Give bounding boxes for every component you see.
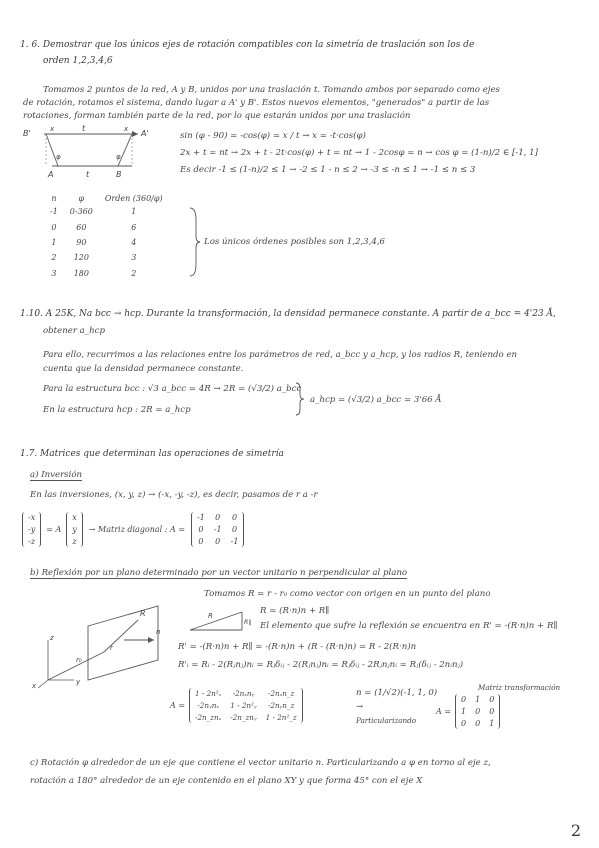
- equals-a: A =: [170, 701, 186, 710]
- vector-left: [22, 512, 41, 547]
- equation: Es decir -1 ≤ (1-n)/2 ≤ 1 → -2 ≤ 1 - n ≤ 2 → -3 ≤ -n ≤ 1 → -1 ≤ n ≤ 3: [180, 165, 476, 175]
- matrix-entry: 0: [231, 525, 238, 534]
- table-cell: 90: [76, 237, 87, 247]
- matrix-entry: -2nₓnᵧ: [232, 689, 255, 698]
- label-x: x: [124, 125, 129, 133]
- matrix-entry: 0: [215, 537, 221, 546]
- particularizing-label: Particularizando: [356, 716, 417, 725]
- matrix-entry: 0: [461, 695, 467, 704]
- problem-1-7-title: 1.7. Matrices que determinan las operaciones de simetría: [20, 449, 284, 459]
- subsection-title: [30, 568, 407, 578]
- vector-entry: x: [72, 513, 77, 522]
- matrix-entry: 1 - 2n²ₓ: [195, 689, 222, 698]
- label-r-small: r: [110, 644, 113, 652]
- label-r-parallel: R∥: [244, 619, 252, 626]
- paragraph: Para ello, recurrimos a las relaciones entre los parámetros de red, a_bcc y a_hcp, y los radios R, teniendo en: [43, 350, 518, 360]
- matrix-entry: -1: [230, 537, 239, 546]
- reflection-matrix: [189, 688, 303, 723]
- label-n: n: [156, 628, 161, 636]
- label-b: B: [116, 170, 122, 179]
- rotation-lattice-figure: [20, 122, 170, 184]
- label-r: R: [208, 612, 213, 620]
- conclusion: Los únicos órdenes posibles son 1,2,3,4,6: [204, 237, 386, 247]
- equation: R' = -(R·n)n + R∥ = -(R·n)n + (R - (R·n)n) = R - 2(R·n)n: [178, 642, 417, 652]
- matrix-entry: 1: [489, 719, 495, 728]
- paragraph: El elemento que sufre la reflexión se encuentra en R' = -(R·n)n + R∥: [260, 621, 558, 631]
- equation: sin (φ - 90) = -cos(φ) = x / t → x = -t·cos(φ): [180, 131, 366, 141]
- matrix-entry: 0: [461, 719, 467, 728]
- page-number: 2: [570, 821, 581, 840]
- reflection-heading: b) Reflexión por un plano determinado por un vector unitario n perpendicular al plano: [30, 568, 408, 578]
- table-cell: 4: [131, 237, 137, 247]
- inversion-heading: a) Inversión: [30, 470, 83, 480]
- table-cell: -1: [50, 207, 58, 217]
- problem-1-6-title-cont: orden 1,2,3,4,6: [43, 56, 113, 66]
- table-header-row: [44, 193, 169, 204]
- matrix-entry: 0: [231, 513, 238, 522]
- arrow-head: [148, 637, 154, 643]
- paragraph: obtener a_hcp: [43, 326, 105, 336]
- matrix-entry: 0: [489, 707, 495, 716]
- vector-entry: y: [72, 525, 77, 534]
- reflection-matrix-equation: [170, 688, 303, 723]
- paragraph: En las inversiones, (x, y, z) → (-x, -y, -z), es decir, pasamos de r a -r: [30, 490, 318, 500]
- paragraph: Tomamos 2 puntos de la red, A y B, unidos por una traslación t. Tomando ambos por separado como ejes: [43, 85, 500, 95]
- table-cell: 0: [51, 222, 57, 232]
- matrix-entry: -2nᵧn_z: [267, 701, 295, 710]
- rotation-order-table: [44, 193, 169, 281]
- vector-entry: -z: [28, 537, 36, 546]
- table-row: [44, 219, 169, 234]
- subsection-title: [30, 470, 82, 480]
- label-r0: r₀: [76, 656, 82, 664]
- reflection-plane-figure: [28, 600, 178, 690]
- table-cell: 2: [131, 268, 137, 278]
- label-a-prime: A': [141, 129, 149, 138]
- matrix-entry: 1 - 2n²_z: [265, 713, 297, 722]
- table-cell: 1: [131, 207, 137, 217]
- label-a: A: [48, 170, 54, 179]
- vector-entry: z: [72, 537, 77, 546]
- table-row: [44, 266, 169, 281]
- particular-matrix: [455, 694, 500, 729]
- label-x: x: [50, 125, 55, 133]
- axis-x: [38, 680, 48, 688]
- table-cell: 1: [51, 237, 57, 247]
- label-t: t: [82, 124, 86, 133]
- table-cell: 3: [131, 253, 137, 263]
- vector-r: [190, 612, 242, 630]
- curly-brace: [188, 206, 202, 278]
- table-row: [44, 204, 169, 219]
- normal-vector-value: n = (1/√2)(-1, 1, 0): [356, 688, 438, 698]
- table-cell: 6: [131, 222, 137, 232]
- paragraph: c) Rotación φ alrededor de un eje que contiene el vector unitario n. Particularizando a φ en torno al eje z,: [30, 758, 491, 768]
- rotation-arm-right: [118, 134, 132, 166]
- equation: R'ᵢ = Rᵢ - 2(Rⱼnⱼ)nᵢ = Rⱼδᵢⱼ - 2(Rⱼnⱼ)nᵢ = Rⱼδᵢⱼ - 2Rⱼnⱼnᵢ = Rⱼ(δᵢⱼ - 2nᵢnⱼ): [178, 660, 464, 670]
- table-cell: 120: [73, 253, 89, 263]
- matrix-entry: 0: [475, 719, 481, 728]
- plane: [88, 606, 161, 680]
- matrix-entry: 0: [198, 525, 204, 534]
- diagonal-matrix: [191, 512, 244, 547]
- vector-decomposition-sketch: [186, 606, 256, 634]
- matrix-label: Matriz transformación: [478, 683, 561, 692]
- matrix-entry: 0: [215, 513, 221, 522]
- table-row: [44, 235, 169, 250]
- matrix-entry: 0: [489, 695, 495, 704]
- equation: Para la estructura bcc : √3 a_bcc = 4R → 2R = (√3/2) a_bcc: [43, 384, 302, 394]
- diagonal-label: → Matriz diagonal : A =: [88, 525, 186, 534]
- matrix-entry: 1 - 2n²ᵧ: [230, 701, 257, 710]
- matrix-entry: -2n_znₓ: [195, 713, 222, 722]
- vector-right: [66, 512, 83, 547]
- inversion-equation: [22, 512, 244, 547]
- label-r: R: [140, 609, 146, 618]
- matrix-entry: -1: [197, 513, 205, 522]
- table-row: [44, 250, 169, 265]
- vector-entry: -x: [28, 513, 36, 522]
- table-cell: 180: [73, 268, 89, 278]
- paragraph: rotaciones, forman también parte de la red, por lo que estarán unidos por una traslación: [23, 111, 411, 121]
- curly-brace: [294, 381, 306, 417]
- matrix-entry: 1: [461, 707, 467, 716]
- table-cell: 2: [51, 253, 57, 263]
- label-b-prime: B': [23, 129, 31, 138]
- label-t: t: [86, 170, 90, 179]
- matrix-entry: 0: [475, 707, 481, 716]
- paragraph: cuenta que la densidad permanece constante.: [43, 364, 244, 374]
- matrix-entry: -2n_znᵧ: [230, 713, 257, 722]
- label-z: z: [50, 634, 54, 642]
- matrix-entry: -2nₓn_z: [268, 689, 295, 698]
- matrix-entry: 1: [475, 695, 481, 704]
- table-cell: 0-360: [69, 207, 93, 217]
- column-header: Orden (360/φ): [104, 194, 163, 203]
- matrix-entry: -2nᵧnₓ: [197, 701, 219, 710]
- column-header: φ: [78, 194, 85, 203]
- matrix-entry: -1: [213, 525, 222, 534]
- equation: R = (R·n)n + R∥: [260, 606, 330, 616]
- rotation-arm-left: [46, 134, 58, 166]
- equation: 2x + t = nt → 2x + t - 2t·cos(φ) + t = nt → 1 - 2cosφ = n → cos φ = (1-n)/2 ∈ [-1, 1]: [180, 148, 538, 158]
- label-phi: φ: [56, 153, 61, 161]
- table-cell: 60: [76, 222, 87, 232]
- paragraph: Tomamos R = r - r₀ como vector con origen en un punto del plano: [204, 589, 491, 599]
- paragraph: rotación a 180° alrededor de un eje contenido en el plano XY y que forma 45° con el eje X: [30, 776, 423, 786]
- result: a_hcp = (√3/2) a_bcc = 3'66 Å: [310, 395, 442, 405]
- equals-a: A =: [436, 707, 452, 716]
- arrow: →: [356, 702, 364, 712]
- label-phi: φ: [116, 153, 121, 161]
- paragraph: de rotación, rotamos el sistema, dando lugar a A' y B'. Estos nuevos elementos, "generados" a partir de las: [23, 98, 490, 108]
- column-header: n: [51, 194, 57, 203]
- problem-1-6-title: 1. 6. Demostrar que los únicos ejes de rotación compatibles con la simetría de traslación son los de: [20, 40, 475, 50]
- table-cell: 3: [51, 268, 57, 278]
- equals-a: = A: [46, 525, 62, 534]
- label-y: y: [76, 678, 81, 686]
- label-x: x: [32, 682, 37, 690]
- particular-matrix-equation: [436, 694, 500, 729]
- matrix-entry: 0: [198, 537, 204, 546]
- arrow-head: [132, 131, 138, 137]
- equation: En la estructura hcp : 2R = a_hcp: [43, 405, 191, 415]
- vector-entry: -y: [28, 525, 36, 534]
- problem-1-10-title: 1.10. A 25K, Na bcc → hcp. Durante la transformación, la densidad permanece constante. A partir de a_bcc = 4'23 Å,: [20, 309, 556, 319]
